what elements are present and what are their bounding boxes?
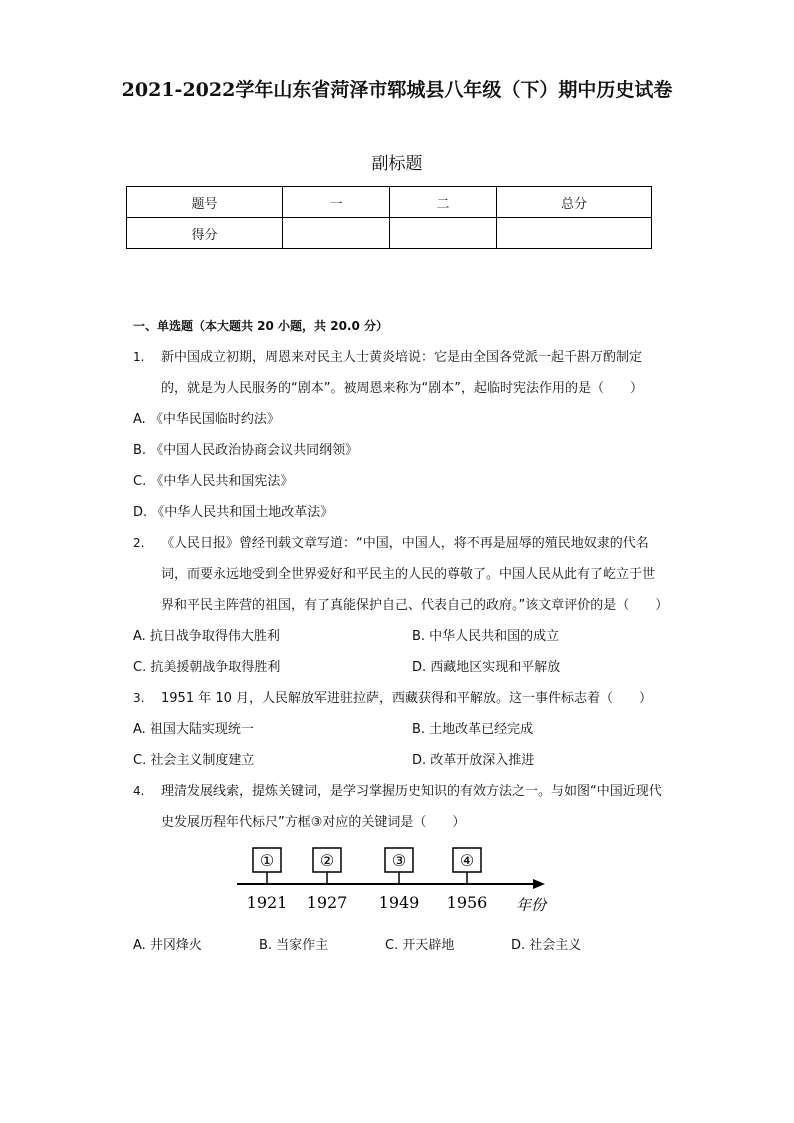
option-row [133, 745, 663, 776]
option-d: D. 《中华人民共和国土地改革法》 [133, 505, 334, 520]
option-a: A. 井冈烽火 [133, 938, 202, 953]
timeline-axis-label: 年份 [515, 896, 547, 914]
timeline-box-label: ③ [391, 851, 407, 870]
timeline-year: 1956 [446, 893, 488, 912]
timeline-year: 1949 [378, 893, 420, 912]
question-text: 理清发展线索，提炼关键词，是学习掌握历史知识的有效方法之一。与如图“中国近现代史发展历程年代标尺”方框③对应的关键词是（ ） [161, 784, 662, 830]
question-number: 3. [133, 691, 145, 705]
score-cell: 总分 [497, 187, 652, 218]
timeline-box-label: ① [259, 851, 275, 870]
score-table [126, 186, 652, 249]
option-b: B. 中华人民共和国的成立 [412, 629, 560, 644]
score-cell [390, 218, 497, 249]
option-c: C. 抗美援朝战争取得胜利 [133, 660, 281, 675]
option-row [133, 621, 663, 652]
option-d: D. 西藏地区实现和平解放 [412, 660, 561, 675]
option-row [133, 930, 663, 961]
option-a: A. 《中华民国临时约法》 [133, 412, 280, 427]
question-2 [133, 528, 669, 621]
exam-title: 2021-2022学年山东省菏泽市郓城县八年级（下）期中历史试卷 [121, 79, 673, 101]
score-table-header-row [127, 187, 652, 218]
timeline-box-label: ② [319, 851, 335, 870]
question-3 [133, 683, 663, 714]
timeline-arrow-icon [533, 879, 545, 889]
question-1 [133, 342, 663, 404]
timeline-figure [233, 838, 663, 930]
option-d: D. 改革开放深入推进 [412, 753, 535, 768]
exam-subtitle: 副标题 [371, 154, 423, 174]
question-text: 新中国成立初期，周恩来对民主人士黄炎培说：它是由全国各党派一起千斟万酌制定的，就是为人民服务的“剧本”。被周恩来称为“剧本”，起临时宪法作用的是（ ） [161, 350, 643, 396]
question-text: 1951 年 10 月，人民解放军进驻拉萨，西藏获得和平解放。这一事件标志着（ ） [161, 691, 653, 706]
score-table-score-row [127, 218, 652, 249]
option-a: A. 祖国大陆实现统一 [133, 722, 254, 737]
question-text: 《人民日报》曾经刊载文章写道：“中国，中国人，将不再是屈辱的殖民地奴隶的代名词，而要永远地受到全世界爱好和平民主的人民的尊敬了。中国人民从此有了屹立于世界和平民主阵营的祖国，有了真能保护自己、代表自己的政府。”该文章评价的是（ ） [161, 536, 669, 613]
score-cell: 题号 [127, 187, 283, 218]
option-a: A. 抗日战争取得伟大胜利 [133, 629, 280, 644]
option-b: B. 《中国人民政治协商会议共同纲领》 [133, 443, 359, 458]
score-cell: 得分 [127, 218, 283, 249]
option-c: C. 社会主义制度建立 [133, 753, 255, 768]
option-b: B. 土地改革已经完成 [412, 722, 534, 737]
question-number: 2. [133, 536, 145, 550]
option-c: C. 《中华人民共和国宪法》 [133, 474, 294, 489]
timeline-box-4 [447, 848, 488, 912]
score-cell: 二 [390, 187, 497, 218]
section-heading: 一、单选题（本大题共 20 小题，共 20.0 分） [133, 319, 389, 333]
question-4 [133, 776, 663, 838]
timeline-year: 1927 [306, 893, 348, 912]
score-cell [283, 218, 390, 249]
score-cell: 一 [283, 187, 390, 218]
timeline-svg [233, 842, 563, 922]
timeline-box-2 [307, 848, 348, 912]
timeline-box-3 [379, 848, 420, 912]
question-number: 4. [133, 784, 145, 798]
option-d: D. 社会主义 [511, 938, 582, 953]
timeline-box-1 [247, 848, 288, 912]
option-b: B. 当家作主 [259, 938, 329, 953]
timeline-box-label: ④ [459, 851, 475, 870]
score-cell [497, 218, 652, 249]
question-number: 1. [133, 350, 145, 364]
option-row [133, 652, 663, 683]
option-row [133, 714, 663, 745]
timeline-year: 1921 [246, 893, 288, 912]
exam-content [133, 316, 669, 961]
option-c: C. 开天辟地 [385, 938, 455, 953]
